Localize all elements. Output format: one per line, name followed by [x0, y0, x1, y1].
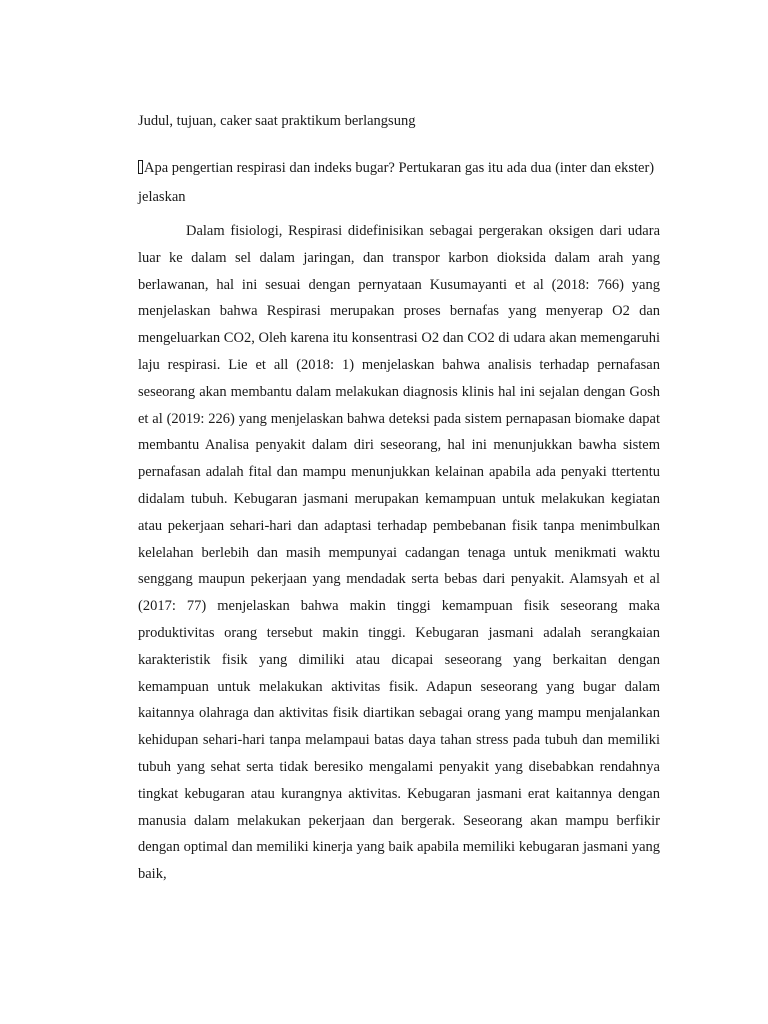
document-heading: Judul, tujuan, caker saat praktikum berlangsung: [138, 113, 416, 129]
question-line: [138, 154, 660, 212]
document-page: [138, 108, 660, 888]
question-text: Apa pengertian respirasi dan indeks bugar? Pertukaran gas itu ada dua (inter dan ekster) jelaskan: [138, 160, 655, 205]
body-paragraph: Dalam fisiologi, Respirasi didefinisikan sebagai pergerakan oksigen dari udara luar ke dalam sel dalam jaringan, dan transpor karbon dioksida dalam arah yang berlawanan, hal ini sesuai dengan pernyataan Kusumayanti et al (2018: 766) yang menjelaskan bahwa Respirasi merupakan proses bernafas yang menyerap O2 dan mengeluarkan CO2, Oleh karena itu konsentrasi O2 dan CO2 di udara akan memengaruhi laju respirasi. Lie et all (2018: 1) menjelaskan bahwa analisis terhadap pernafasan seseorang akan membantu dalam melakukan diagnosis klinis hal ini sejalan dengan Gosh et al (2019: 226) yang menjelaskan bahwa deteksi pada sistem pernapasan biomake dapat membantu Analisa penyakit dalam diri seseorang, hal ini menunjukkan bawha sistem pernafasan adalah fital dan mampu menunjukkan kelainan apabila ada penyaki ttertentu didalam tubuh. Kebugaran jasmani merupakan kemampuan untuk melakukan kegiatan atau pekerjaan sehari-hari dan adaptasi terhadap pembebanan fisik tanpa menimbulkan kelelahan berlebih dan masih mempunyai cadangan tenaga untuk menikmati waktu senggang maupun pekerjaan yang mendadak serta bebas dari penyakit. Alamsyah et al (2017: 77) menjelaskan bahwa makin tinggi kemampuan fisik seseorang maka produktivitas orang tersebut makin tinggi. Kebugaran jasmani adalah serangkaian karakteristik fisik yang dimiliki atau dicapai seseorang yang berkaitan dengan kemampuan untuk melakukan aktivitas fisik. Adapun seseorang yang bugar dalam kaitannya olahraga dan aktivitas fisik diartikan sebagai orang yang mampu menjalankan kehidupan sehari-hari tanpa melampaui batas daya tahan stress pada tubuh dan memiliki tubuh yang sehat serta tidak beresiko mengalami penyakit yang disebabkan rendahnya tingkat kebugaran atau kurangnya aktivitas. Kebugaran jasmani erat kaitannya dengan manusia dalam melakukan pekerjaan dan bergerak. Seseorang akan mampu berfikir dengan optimal dan memiliki kinerja yang baik apabila memiliki kebugaran jasmani yang baik,: [138, 223, 660, 883]
missing-glyph-bullet-icon: [138, 160, 143, 174]
